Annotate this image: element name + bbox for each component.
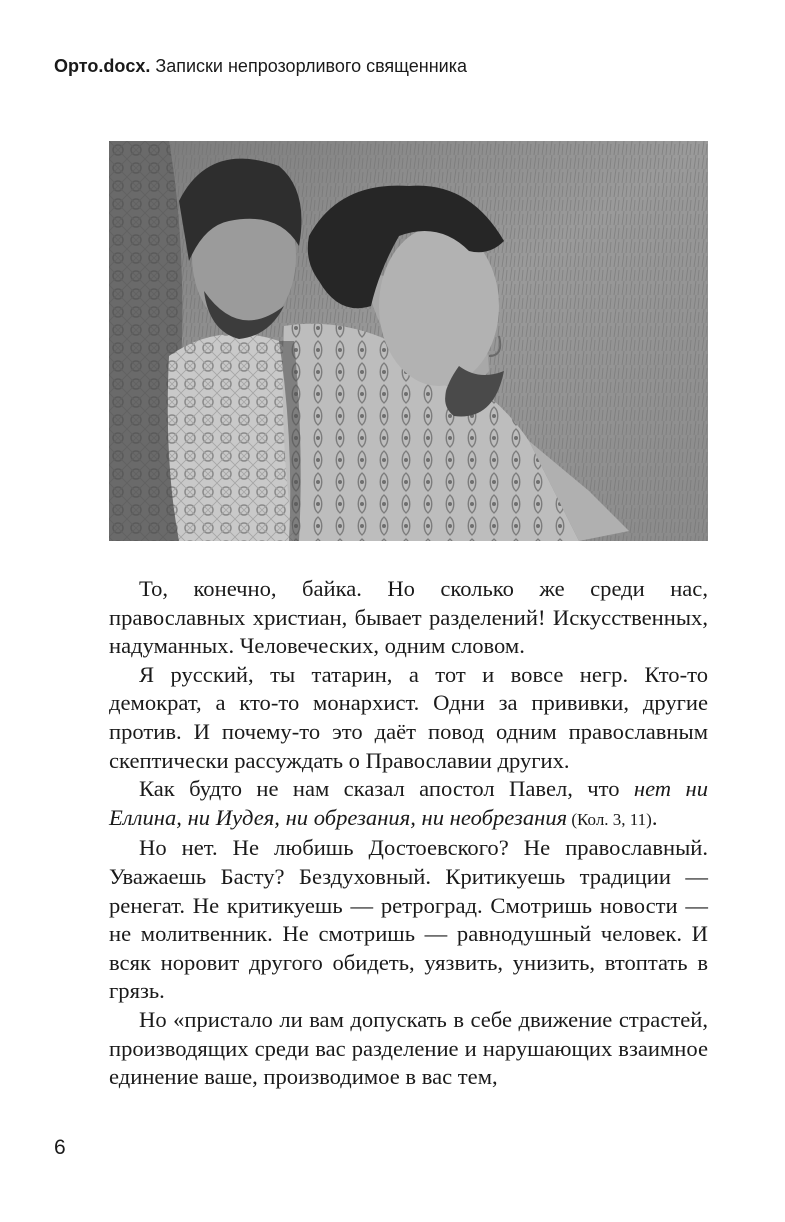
paragraph-lead: Как будто не нам сказал апостол Павел, что — [139, 776, 634, 802]
running-head — [54, 56, 467, 77]
paragraph: То, конечно, байка. Но сколько же среди нас, православных христиан, бывает разделений! Искусственных, надуманных. Человеческих, одним словом. — [109, 576, 708, 659]
paragraph: Но «пристало ли вам допускать в себе движение страстей, производящих среди вас разделение и нарушающих взаимное единение ваше, производимое в вас тем, — [109, 1006, 708, 1090]
scripture-quote: нет ни Еллина, ни Иудея, ни обрезания, ни необрезания — [109, 776, 708, 830]
book-title: Записки непрозорливого священника — [155, 56, 468, 76]
paragraph: Но нет. Не любишь Достоевского? Не православный. Уважаешь Басту? Бездуховный. Критикуешь традиции — ренегат. Не критикуешь — ретроград. Смотришь новости — не молитвенник. Не смотришь — равнодушный человек. И всяк норовит другого обидеть, уязвить, унизить, втоптать в грязь. — [109, 835, 708, 1004]
paragraph-tail: . — [651, 804, 658, 830]
scripture-reference: (Кол. 3, 11) — [567, 809, 652, 829]
page-number: 6 — [54, 1136, 66, 1159]
photo — [109, 141, 708, 541]
paragraph: Я русский, ты татарин, а тот и вовсе негр. Кто-то демократ, а кто-то монархист. Одни за прививки, другие против. И почему-то это даёт повод одним православным скептически рассуждать о Православии других. — [109, 661, 708, 773]
photo-two-priests-icon — [109, 141, 708, 541]
paragraph-with-quote — [109, 775, 708, 834]
body-text — [109, 575, 708, 1092]
series-name: Орто.docx. — [54, 56, 151, 76]
